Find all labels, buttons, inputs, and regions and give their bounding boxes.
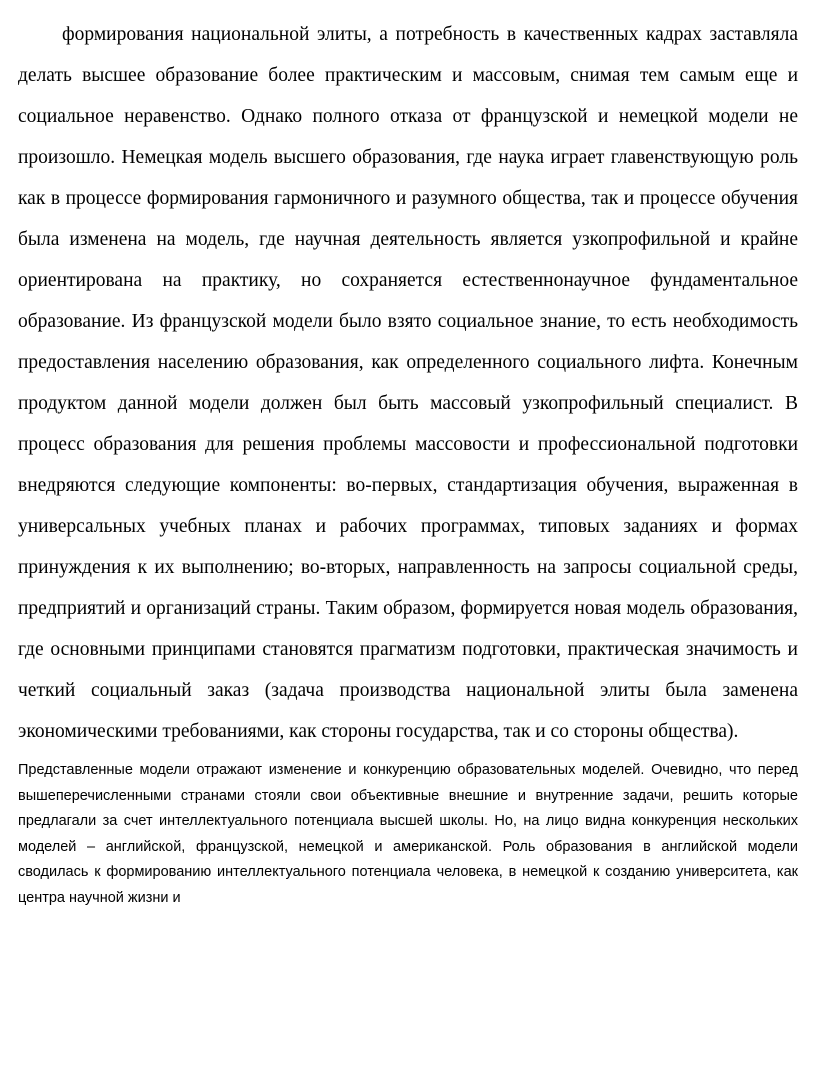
main-text-block xyxy=(18,14,798,752)
paragraph-main: формирования национальной элиты, а потребность в качественных кадрах заставляла делать высшее образование более практическим и массовым, снимая тем самым еще и социальное неравенство. Однако полного отказа от французской и немецкой модели не произошло. Немецкая модель высшего образования, где наука играет главенствующую роль как в процессе формирования гармоничного и разумного общества, так и процессе обучения была изменена на модель, где научная деятельность является узкопрофильной и крайне ориентирована на практику, но сохраняется естественнонаучное фундаментальное образование. Из французской модели было взято социальное знание, то есть необходимость предоставления населению образования, как определенного социального лифта. Конечным продуктом данной модели должен был быть массовый узкопрофильный специалист. В процесс образования для решения проблемы массовости и профессиональной подготовки внедряются следующие компоненты: во-первых, стандартизация обучения, выраженная в универсальных учебных планах и рабочих программах, типовых заданиях и формах принуждения к их выполнению; во-вторых, направленность на запросы социальной среды, предприятий и организаций страны. Таким образом, формируется новая модель образования, где основными принципами становятся прагматизм подготовки, практическая значимость и четкий социальный заказ (задача производства национальной элиты была заменена экономическими требованиями, как стороны государства, так и со стороны общества). xyxy=(18,24,798,742)
paragraph-closing: Представленные модели отражают изменение и конкуренцию образовательных моделей. Очевидно, что перед вышеперечисленными странами стояли свои объективные внешние и внутренние задачи, решить которые предлагали за счет интеллектуального потенциала высшей школы. Но, на лицо видна конкуренция нескольких моделей – английской, французской, немецкой и американской. Роль образования в английской модели сводилась к формированию интеллектуального потенциала человека, в немецкой к созданию университета, как центра научной жизни и xyxy=(18,762,798,906)
closing-text-block xyxy=(18,758,798,911)
